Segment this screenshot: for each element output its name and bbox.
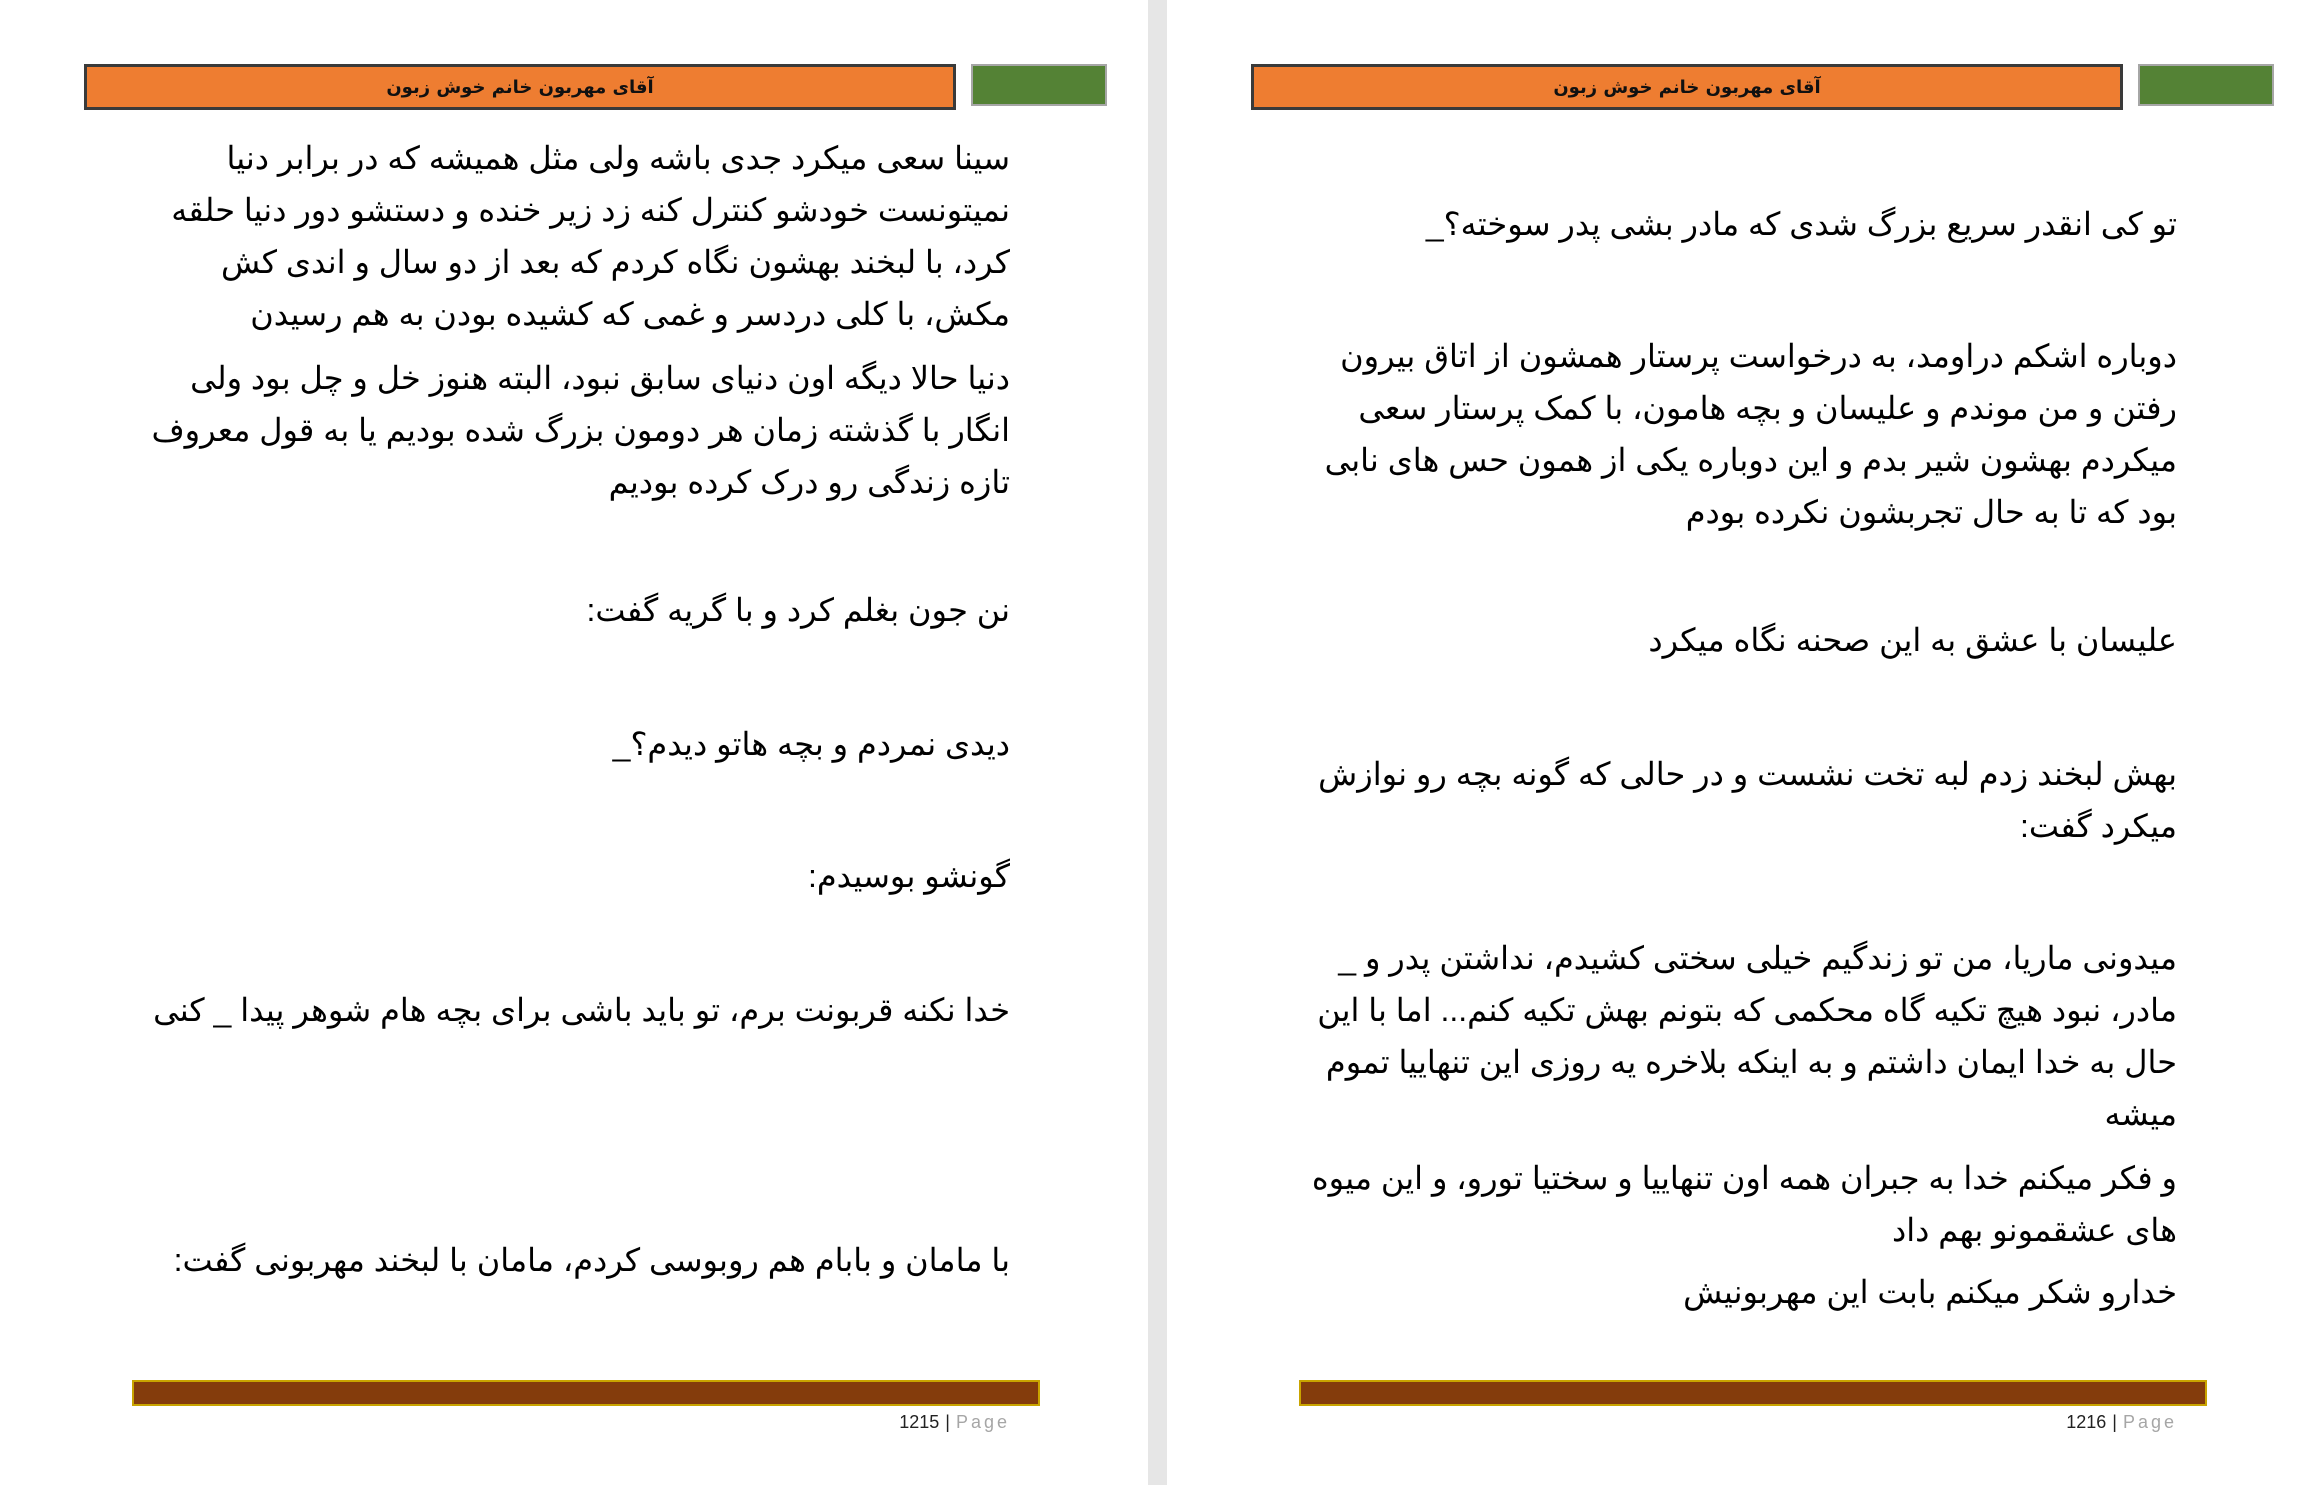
footer-bar (1299, 1380, 2207, 1406)
page-number-footer: 1216 | Page (2066, 1412, 2177, 1432)
footer-bar (132, 1380, 1040, 1406)
page-word: Page (2122, 1412, 2177, 1432)
paragraph: با مامان و بابام هم روبوسی کردم، مامان با لبخند مهربونی گفت: (173, 1242, 1010, 1278)
header-accent-block (2138, 64, 2274, 106)
paragraph: میدونی ماریا، من تو زندگیم خیلی سختی کشیدم، نداشتن پدر و _ مادر، نبود هیچ تکیه گاه محکمی که بتونم بهش تکیه کنم... اما با این حال به خدا ایمان داشتم و به اینکه بلاخره یه روزی این تنهاییا تموم میشه (1317, 940, 2177, 1132)
header-accent-block (971, 64, 1107, 106)
paragraph: خدارو شکر میکنم بابت این مهربونیش (1683, 1274, 2177, 1310)
page-number-footer: 1215 | Page (899, 1412, 1010, 1432)
paragraph: دوباره اشکم دراومد، به درخواست پرستار همشون از اتاق بیرون رفتن و من موندم و علیسان و بچه هامون، با کمک پرستار سعی میکردم بهشون شیر بدم و این دوباره یکی از همون حس های نابی بود که تا به حال تجربشون نکرده بودم (1324, 338, 2177, 530)
document-page-1215 (0, 0, 1148, 1485)
paragraph: دنیا حالا دیگه اون دنیای سابق نبود، البته هنوز خل و چل بود ولی انگار با گذشته زمان هر دومون بزرگ شده بودیم یا به قول معروف تازه زندگی رو درک کرده بودیم (151, 360, 1010, 500)
paragraph: علیسان با عشق به این صحنه نگاه میکرد (1648, 622, 2177, 658)
paragraph: و فکر میکنم خدا به جبران همه اون تنهاییا و سختیا تورو، و این میوه های عشقمونو بهم داد (1311, 1160, 2177, 1248)
paragraph: دیدی نمردم و بچه هاتو دیدم؟_ (612, 726, 1010, 762)
page-header-title: آقای مهربون خانم خوش زبون (1251, 64, 2123, 110)
document-page-1216 (1167, 0, 2315, 1485)
paragraph: سینا سعی میکرد جدی باشه ولی مثل همیشه که در برابر دنیا نمیتونست خودشو کنترل کنه زد زیر خنده و دستشو دور دنیا حلقه کرد، با لبخند بهشون نگاه کردم که بعد از دو سال و اندی کش مکش، با کلی دردسر و غمی که کشیده بودن به هم رسیدن (171, 140, 1010, 332)
paragraph: تو کی انقدر سریع بزرگ شدی که مادر بشی پدر سوخته؟_ (1425, 206, 2177, 242)
paragraph: نن جون بغلم کرد و با گریه گفت: (586, 592, 1010, 628)
page-number: 1215 (899, 1412, 940, 1432)
page-header-title: آقای مهربون خانم خوش زبون (84, 64, 956, 110)
page-number: 1216 (2066, 1412, 2107, 1432)
paragraph: بهش لبخند زدم لبه تخت نشست و در حالی که گونه بچه رو نوازش میکرد گفت: (1318, 756, 2177, 844)
paragraph: گونشو بوسیدم: (807, 858, 1010, 894)
paragraph: خدا نکنه قربونت برم، تو باید باشی برای بچه هام شوهر پیدا _ کنی (153, 992, 1010, 1028)
page-word: Page (955, 1412, 1010, 1432)
